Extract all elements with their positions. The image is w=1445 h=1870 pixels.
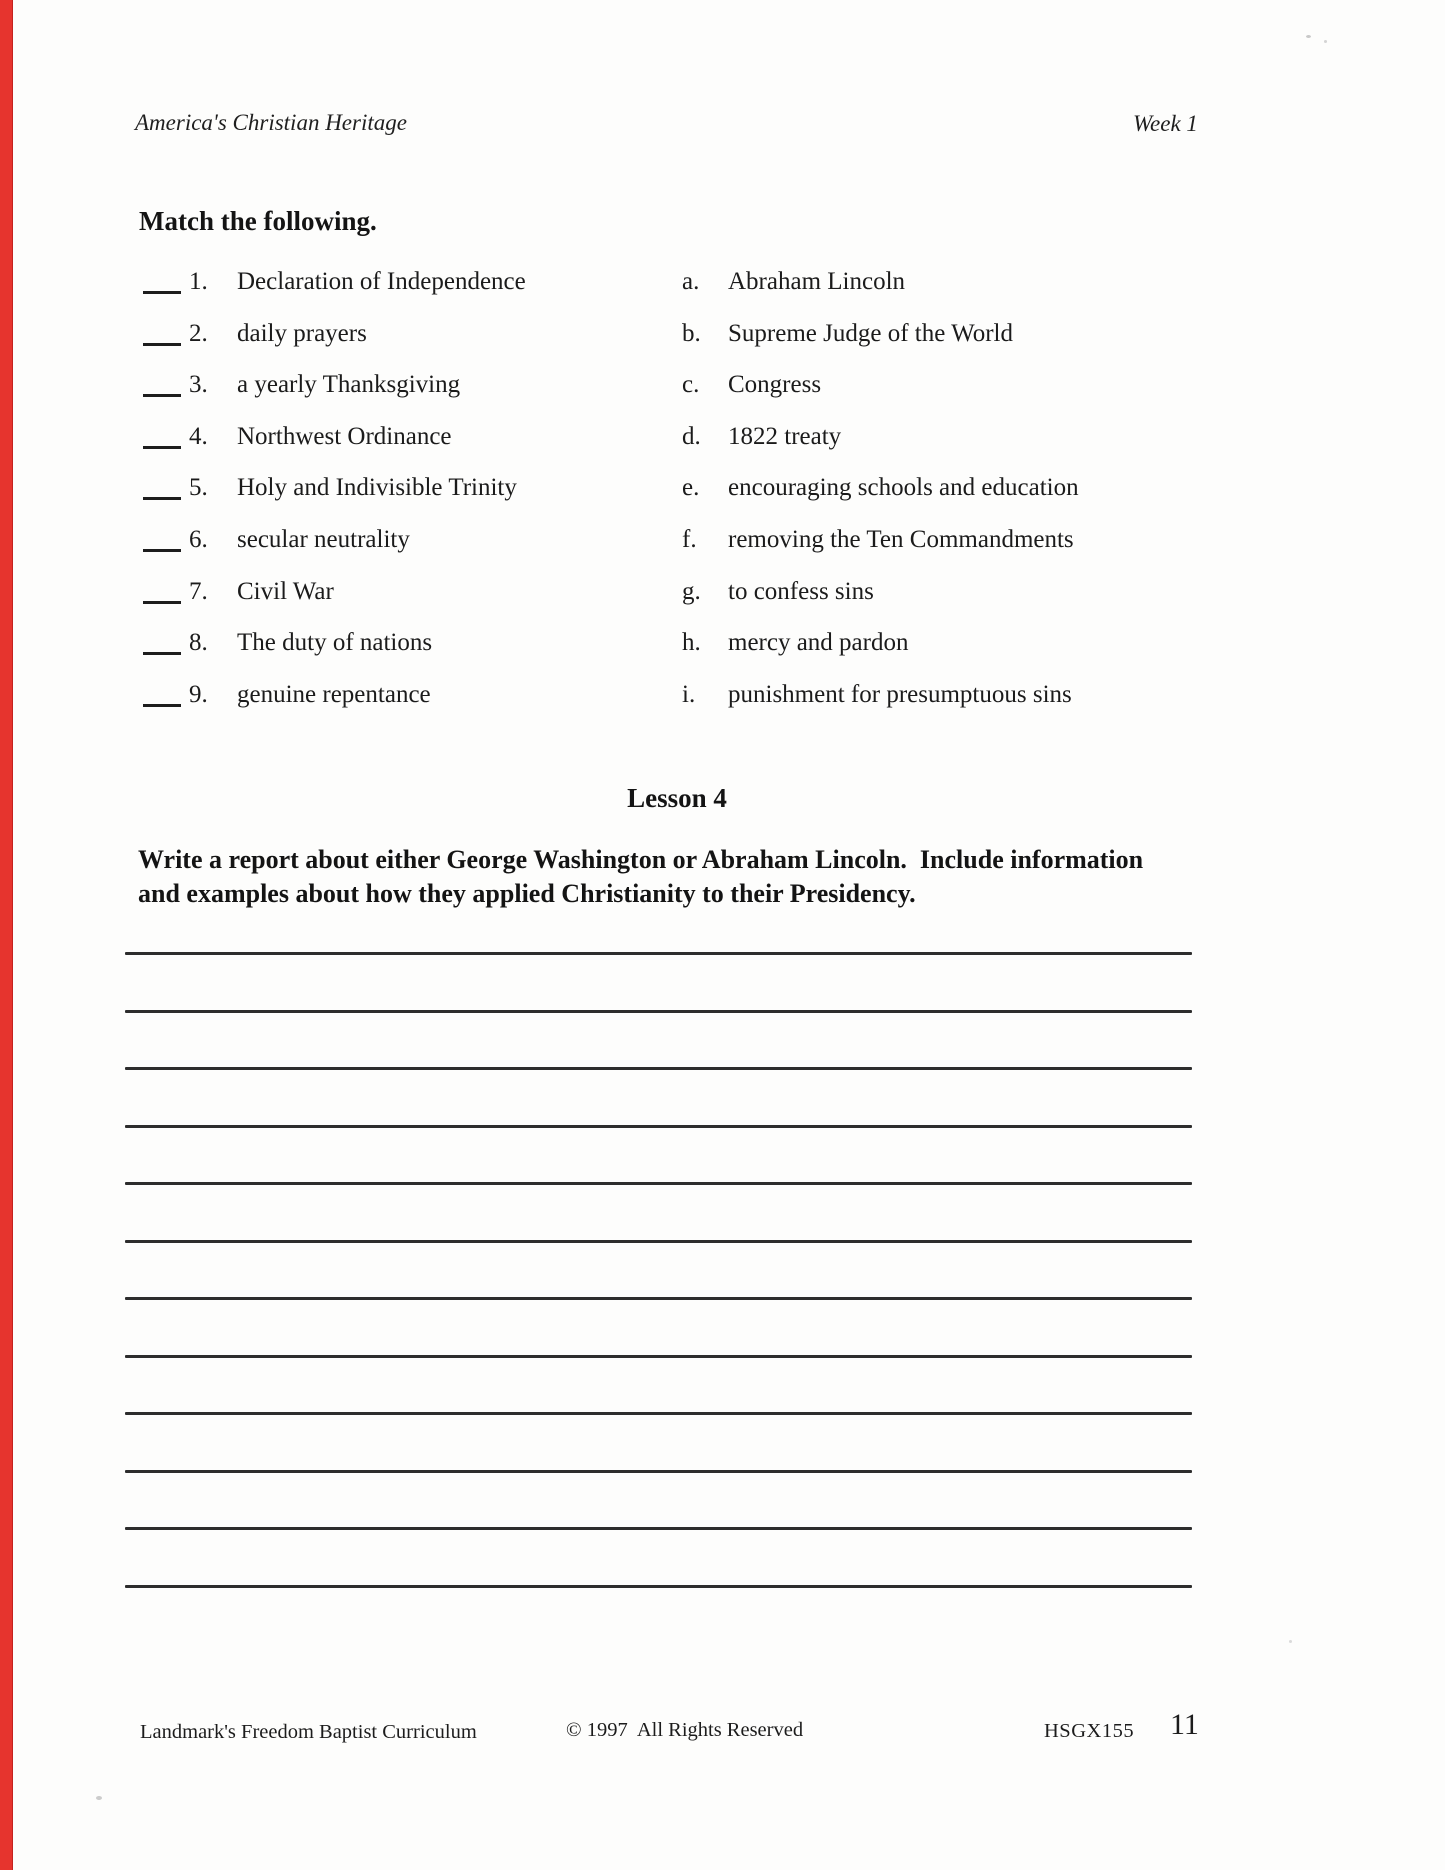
match-number: 3. xyxy=(189,371,208,399)
match-number: 6. xyxy=(189,526,208,553)
match-definition-text: mercy and pardon xyxy=(728,629,909,657)
writing-line xyxy=(125,952,1192,955)
footer-copyright: © 1997 All Rights Reserved xyxy=(566,1719,804,1741)
scan-speck xyxy=(1324,40,1327,43)
match-definition-text: punishment for presumptuous sins xyxy=(728,680,1072,708)
match-answer-blank xyxy=(143,526,181,552)
match-row xyxy=(143,423,1303,465)
match-row xyxy=(143,629,1303,671)
match-row xyxy=(143,578,1303,620)
match-item-text: genuine repentance xyxy=(237,680,431,708)
writing-line xyxy=(125,1125,1192,1128)
match-answer-blank xyxy=(143,268,181,294)
match-number: 1. xyxy=(189,268,208,295)
match-item-text: Holy and Indivisible Trinity xyxy=(237,474,517,502)
match-row xyxy=(143,320,1303,362)
match-letter: c. xyxy=(682,371,700,399)
footer-code: HSGX155 xyxy=(1044,1720,1135,1742)
match-letter: b. xyxy=(682,319,701,347)
match-letter: i. xyxy=(682,680,696,708)
match-answer-blank xyxy=(143,578,181,604)
match-row xyxy=(143,268,1303,310)
writing-line xyxy=(125,1010,1192,1013)
course-title: America's Christian Heritage xyxy=(135,110,407,135)
match-answer-blank xyxy=(143,629,181,655)
match-item-text: secular neutrality xyxy=(237,526,410,553)
match-answer-blank xyxy=(143,681,181,707)
match-item-text: Northwest Ordinance xyxy=(237,422,452,450)
instruction-line-2: and examples about how they applied Christianity to their Presidency. xyxy=(138,879,916,908)
match-answer-blank xyxy=(143,423,181,449)
match-definition-text: removing the Ten Commandments xyxy=(728,526,1074,553)
writing-line xyxy=(125,1585,1192,1588)
match-number: 9. xyxy=(189,680,208,708)
match-answer-blank xyxy=(143,371,181,397)
match-row xyxy=(143,526,1303,568)
match-answer-blank xyxy=(143,320,181,346)
writing-line xyxy=(125,1297,1192,1300)
week-label: Week 1 xyxy=(1133,111,1198,136)
match-letter: a. xyxy=(682,268,700,295)
writing-line xyxy=(125,1240,1192,1243)
scan-edge-stripe xyxy=(0,0,13,1870)
footer-page-number: 11 xyxy=(1170,1708,1199,1741)
writing-line xyxy=(125,1182,1192,1185)
writing-line xyxy=(125,1412,1192,1415)
match-definition-text: Abraham Lincoln xyxy=(728,268,906,295)
match-definition-text: 1822 treaty xyxy=(728,422,842,450)
scan-speck xyxy=(96,1796,102,1800)
match-row xyxy=(143,474,1303,516)
match-item-text: a yearly Thanksgiving xyxy=(237,371,461,399)
match-row xyxy=(143,681,1303,723)
footer-publisher: Landmark's Freedom Baptist Curriculum xyxy=(140,1721,477,1743)
match-item-text: daily prayers xyxy=(237,319,367,347)
match-number: 7. xyxy=(189,577,208,605)
match-item-text: Declaration of Independence xyxy=(237,268,526,295)
match-definition-text: Supreme Judge of the World xyxy=(728,319,1013,347)
scan-speck xyxy=(1289,1640,1292,1643)
lesson-instructions xyxy=(138,843,1143,911)
match-letter: f. xyxy=(682,526,697,553)
match-number: 2. xyxy=(189,319,208,347)
instruction-line-1: Write a report about either George Washington or Abraham Lincoln. Include information xyxy=(138,845,1144,874)
match-number: 4. xyxy=(189,422,208,450)
match-letter: d. xyxy=(682,422,701,450)
writing-line xyxy=(125,1067,1192,1070)
match-number: 5. xyxy=(189,474,208,502)
scan-speck xyxy=(1306,35,1311,38)
match-row xyxy=(143,371,1303,413)
matching-heading: Match the following. xyxy=(139,206,377,236)
match-definition-text: Congress xyxy=(728,371,822,399)
lesson-title: Lesson 4 xyxy=(627,783,727,813)
match-answer-blank xyxy=(143,474,181,500)
match-letter: e. xyxy=(682,474,700,502)
writing-line xyxy=(125,1355,1192,1358)
match-item-text: Civil War xyxy=(237,577,334,605)
writing-line xyxy=(125,1470,1192,1473)
match-definition-text: encouraging schools and education xyxy=(728,474,1079,502)
match-letter: h. xyxy=(682,629,701,657)
match-definition-text: to confess sins xyxy=(728,577,874,605)
writing-line xyxy=(125,1527,1192,1530)
match-number: 8. xyxy=(189,629,208,657)
match-item-text: The duty of nations xyxy=(237,629,433,657)
match-letter: g. xyxy=(682,577,701,605)
